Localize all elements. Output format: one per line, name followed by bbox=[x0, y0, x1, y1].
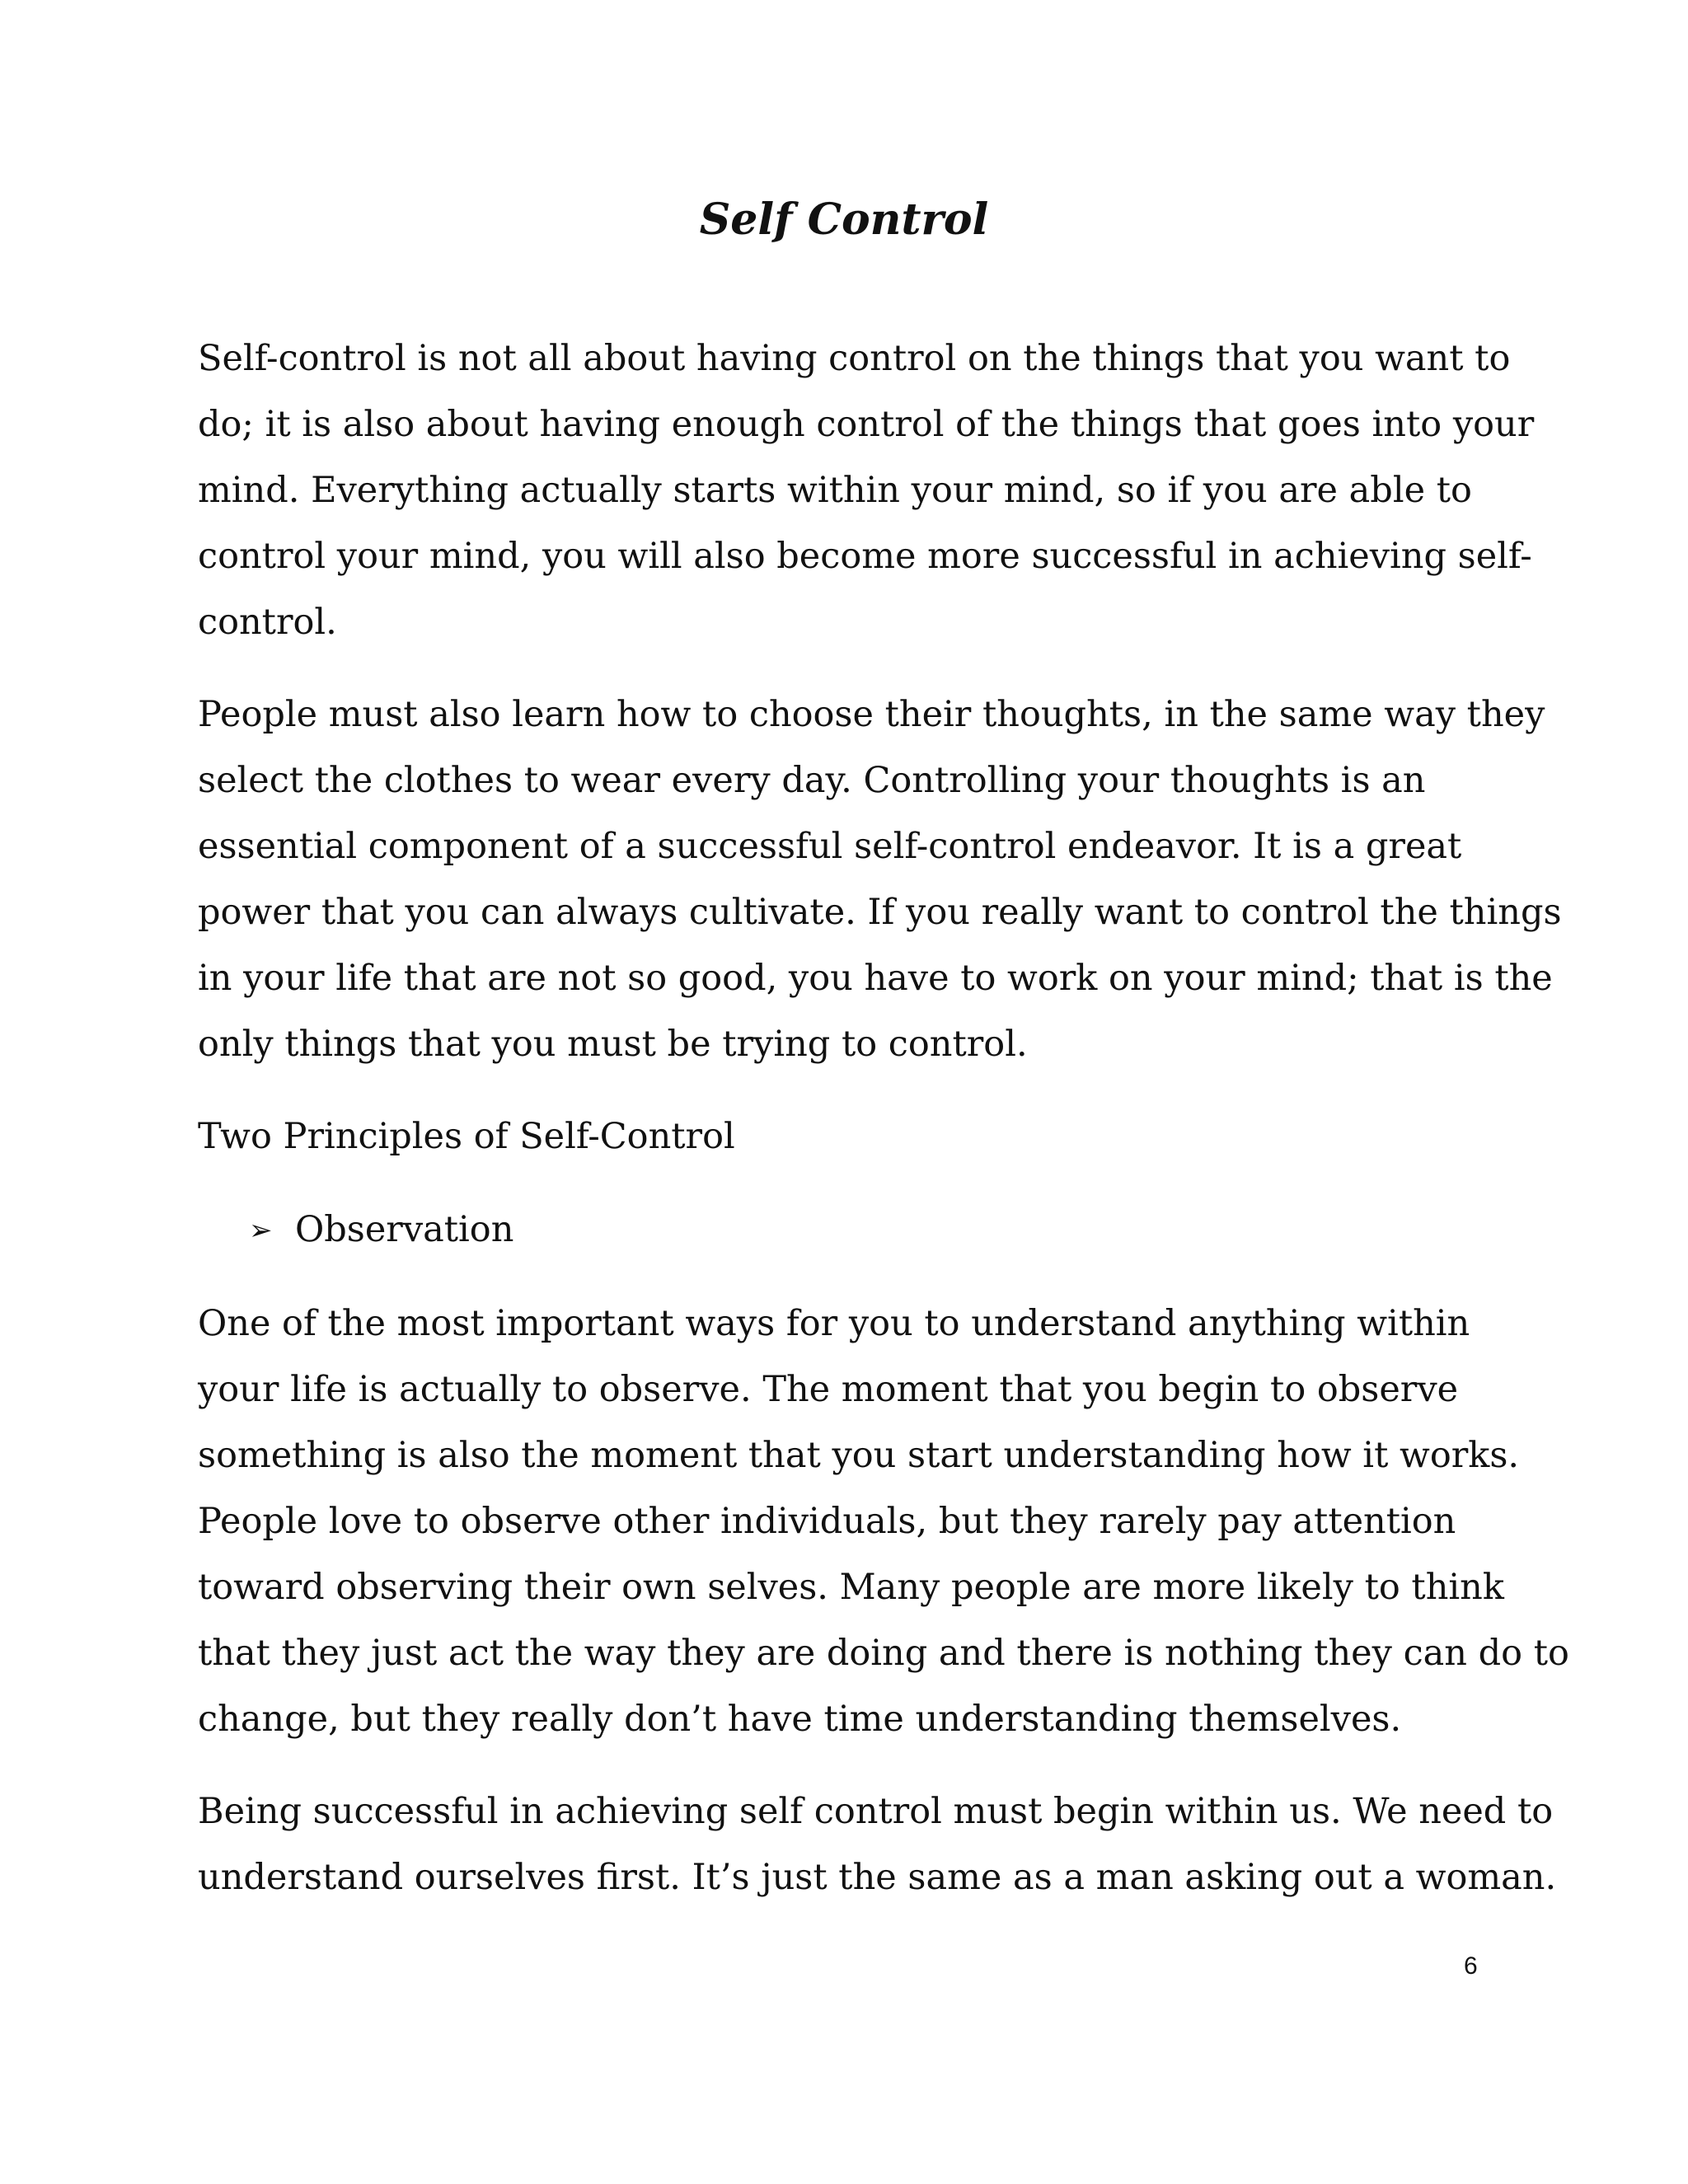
paragraph-line: mind. Everything actually starts within your mind, so if you are able to bbox=[198, 470, 1472, 511]
section-subheading: Two Principles of Self-Control bbox=[198, 1116, 735, 1157]
paragraph-line: One of the most important ways for you to understand anything within bbox=[198, 1303, 1470, 1344]
paragraph-line: toward observing their own selves. Many people are more likely to think bbox=[198, 1567, 1504, 1608]
paragraph-2 bbox=[198, 682, 1562, 1077]
paragraph-line: Being successful in achieving self control must begin within us. We need to bbox=[198, 1791, 1554, 1832]
paragraph-4 bbox=[198, 1779, 1557, 1910]
paragraph-line: People must also learn how to choose their thoughts, in the same way they bbox=[198, 694, 1545, 735]
paragraph-line: change, but they really don’t have time understanding themselves. bbox=[198, 1699, 1402, 1740]
paragraph-line: do; it is also about having enough control of the things that goes into your bbox=[198, 404, 1535, 445]
paragraph-line: something is also the moment that you start understanding how it works. bbox=[198, 1435, 1520, 1476]
paragraph-1 bbox=[198, 326, 1535, 655]
paragraph-line: your life is actually to observe. The moment that you begin to observe bbox=[198, 1369, 1459, 1410]
paragraph-line: only things that you must be trying to control. bbox=[198, 1024, 1028, 1065]
paragraph-line: that they just act the way they are doing and there is nothing they can do to bbox=[198, 1633, 1569, 1674]
page-title: Self Control bbox=[699, 194, 989, 245]
document-body bbox=[198, 326, 1569, 1937]
paragraph-line: control your mind, you will also become more successful in achieving self- bbox=[198, 536, 1532, 577]
paragraph-line: People love to observe other individuals, but they rarely pay attention bbox=[198, 1501, 1456, 1542]
bullet-text: Observation bbox=[295, 1209, 514, 1250]
paragraph-line: control. bbox=[198, 602, 337, 643]
page-number: 6 bbox=[1464, 1952, 1478, 1980]
paragraph-line: understand ourselves first. It’s just the same as a man asking out a woman. bbox=[198, 1857, 1557, 1898]
bullet-item bbox=[249, 1197, 1500, 1263]
paragraph-line: in your life that are not so good, you have to work on your mind; that is the bbox=[198, 958, 1553, 999]
paragraph-line: Self-control is not all about having control on the things that you want to bbox=[198, 338, 1511, 379]
paragraph-line: power that you can always cultivate. If you really want to control the things bbox=[198, 892, 1562, 933]
paragraph-3 bbox=[198, 1291, 1569, 1752]
arrowhead-bullet-icon: ➢ bbox=[249, 1214, 273, 1247]
paragraph-line: essential component of a successful self-control endeavor. It is a great bbox=[198, 826, 1462, 867]
paragraph-line: select the clothes to wear every day. Controlling your thoughts is an bbox=[198, 760, 1426, 801]
